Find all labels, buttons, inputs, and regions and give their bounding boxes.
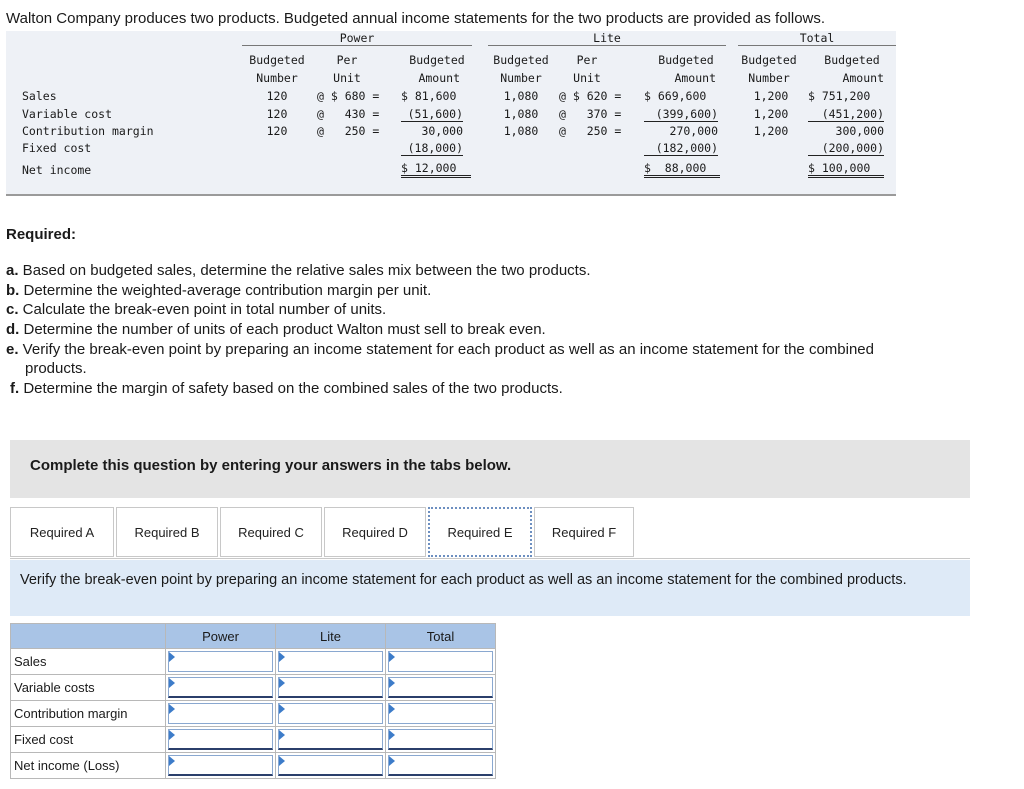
hdr-lite-number: Number	[500, 71, 542, 85]
fixed-cost-lite-input[interactable]	[278, 729, 383, 750]
answer-row-sales: Sales	[11, 649, 166, 675]
hdr-lite-budgeted: Budgeted	[493, 53, 549, 67]
contribution-margin-lite-input[interactable]	[278, 703, 383, 724]
hdr-lite-per: Per	[576, 53, 598, 67]
tab-instruction-text: Verify the break-even point by preparing an income statement for each product as well as an income statement for the combined products.	[20, 572, 907, 588]
group-lite: Lite	[488, 31, 726, 46]
required-item-f: f. Determine the margin of safety based on the combined sales of the two products.	[10, 380, 563, 397]
total-vc-amount: (451,200)	[808, 107, 884, 122]
sales-lite-input[interactable]	[278, 651, 383, 672]
hdr-power-unit: Unit	[333, 71, 361, 85]
power-sales-per-unit: @ $ 680 =	[317, 89, 380, 103]
problem-intro: Walton Company produces two products. Budgeted annual income statements for the two products are provided as follows.	[6, 10, 826, 27]
power-fixed-amount: (18,000)	[401, 141, 463, 156]
hdr-lite-budgeted-amt: Budgeted	[658, 53, 714, 67]
power-vc-amount: (51,600)	[401, 107, 463, 122]
required-item-d: d. Determine the number of units of each product Walton must sell to break even.	[6, 321, 546, 338]
tab-instruction	[10, 560, 970, 616]
total-sales-amount: $ 751,200	[808, 89, 871, 103]
tab-required-c[interactable]: Required C	[220, 507, 322, 557]
answer-header-total: Total	[386, 624, 496, 649]
tab-required-d[interactable]: Required D	[324, 507, 426, 557]
total-cm-number: 1,200	[753, 124, 789, 138]
required-item-e-cont: products.	[25, 360, 87, 377]
answer-row-net-income: Net income (Loss)	[11, 753, 166, 779]
fixed-cost-total-input[interactable]	[388, 729, 493, 750]
total-vc-number: 1,200	[753, 107, 789, 121]
required-item-a: a. Based on budgeted sales, determine the relative sales mix between the two products.	[6, 262, 591, 279]
power-sales-number: 120	[266, 89, 288, 103]
lite-cm-number: 1,080	[503, 124, 539, 138]
tab-required-a[interactable]: Required A	[10, 507, 114, 557]
required-item-b: b. Determine the weighted-average contribution margin per unit.	[6, 282, 432, 299]
hdr-power-budgeted: Budgeted	[249, 53, 305, 67]
power-net-income: $ 12,000	[401, 161, 471, 178]
lite-net-income: $ 88,000	[644, 161, 720, 178]
power-vc-per-unit: @ 430 =	[317, 107, 380, 121]
tab-required-f[interactable]: Required F	[534, 507, 634, 557]
row-label-sales: Sales	[22, 89, 57, 103]
group-power: Power	[242, 31, 472, 46]
power-vc-number: 120	[266, 107, 288, 121]
answer-header-lite: Lite	[276, 624, 386, 649]
power-sales-amount: $ 81,600	[401, 89, 457, 103]
total-sales-number: 1,200	[753, 89, 789, 103]
hdr-total-budgeted: Budgeted	[741, 53, 797, 67]
row-label-contribution-margin: Contribution margin	[22, 124, 154, 138]
hdr-total-budgeted-amt: Budgeted	[824, 53, 880, 67]
answer-header-blank	[11, 624, 166, 649]
power-cm-amount: 30,000	[421, 124, 463, 138]
contribution-margin-total-input[interactable]	[388, 703, 493, 724]
hdr-lite-unit: Unit	[573, 71, 601, 85]
net-income-power-input[interactable]	[168, 755, 273, 776]
lite-cm-per-unit: @ 250 =	[559, 124, 622, 138]
lite-sales-number: 1,080	[503, 89, 539, 103]
lite-vc-amount: (399,600)	[644, 107, 718, 122]
fixed-cost-power-input[interactable]	[168, 729, 273, 750]
answer-table	[10, 623, 496, 779]
hdr-power-per: Per	[336, 53, 358, 67]
required-item-c: c. Calculate the break-even point in total number of units.	[6, 301, 387, 318]
tab-divider	[10, 558, 970, 559]
lite-vc-per-unit: @ 370 =	[559, 107, 622, 121]
answer-row-fixed-cost: Fixed cost	[11, 727, 166, 753]
power-cm-per-unit: @ 250 =	[317, 124, 380, 138]
required-item-e: e. Verify the break-even point by preparing an income statement for each product as well as an income statement for the combined	[6, 341, 874, 358]
total-cm-amount: 300,000	[835, 124, 884, 138]
hdr-power-amount: Amount	[418, 71, 460, 85]
row-label-fixed-cost: Fixed cost	[22, 141, 92, 155]
net-income-total-input[interactable]	[388, 755, 493, 776]
lite-cm-amount: 270,000	[669, 124, 718, 138]
group-total: Total	[738, 31, 896, 46]
variable-costs-total-input[interactable]	[388, 677, 493, 698]
tab-required-e[interactable]: Required E	[428, 507, 532, 557]
instruction-banner	[10, 440, 970, 498]
variable-costs-lite-input[interactable]	[278, 677, 383, 698]
hdr-power-budgeted-amt: Budgeted	[409, 53, 465, 67]
lite-fixed-amount: (182,000)	[644, 141, 718, 156]
banner-text: Complete this question by entering your answers in the tabs below.	[30, 457, 512, 474]
lite-sales-per-unit: @ $ 620 =	[559, 89, 622, 103]
hdr-power-number: Number	[256, 71, 298, 85]
answer-row-contribution-margin: Contribution margin	[11, 701, 166, 727]
hdr-total-amount: Amount	[842, 71, 884, 85]
hdr-total-number: Number	[748, 71, 790, 85]
variable-costs-power-input[interactable]	[168, 677, 273, 698]
lite-sales-amount: $ 669,600	[644, 89, 707, 103]
required-heading: Required:	[6, 226, 77, 243]
total-fixed-amount: (200,000)	[808, 141, 884, 156]
total-net-income: $ 100,000	[808, 161, 884, 178]
sales-total-input[interactable]	[388, 651, 493, 672]
power-cm-number: 120	[266, 124, 288, 138]
answer-row-variable-costs: Variable costs	[11, 675, 166, 701]
answer-header-power: Power	[166, 624, 276, 649]
lite-vc-number: 1,080	[503, 107, 539, 121]
row-label-net-income: Net income	[22, 163, 92, 177]
hdr-lite-amount: Amount	[674, 71, 716, 85]
contribution-margin-power-input[interactable]	[168, 703, 273, 724]
net-income-lite-input[interactable]	[278, 755, 383, 776]
tab-required-b[interactable]: Required B	[116, 507, 218, 557]
row-label-variable-cost: Variable cost	[22, 107, 113, 121]
table-bottom-rule	[6, 194, 896, 196]
budgeted-income-statements	[6, 31, 896, 196]
sales-power-input[interactable]	[168, 651, 273, 672]
